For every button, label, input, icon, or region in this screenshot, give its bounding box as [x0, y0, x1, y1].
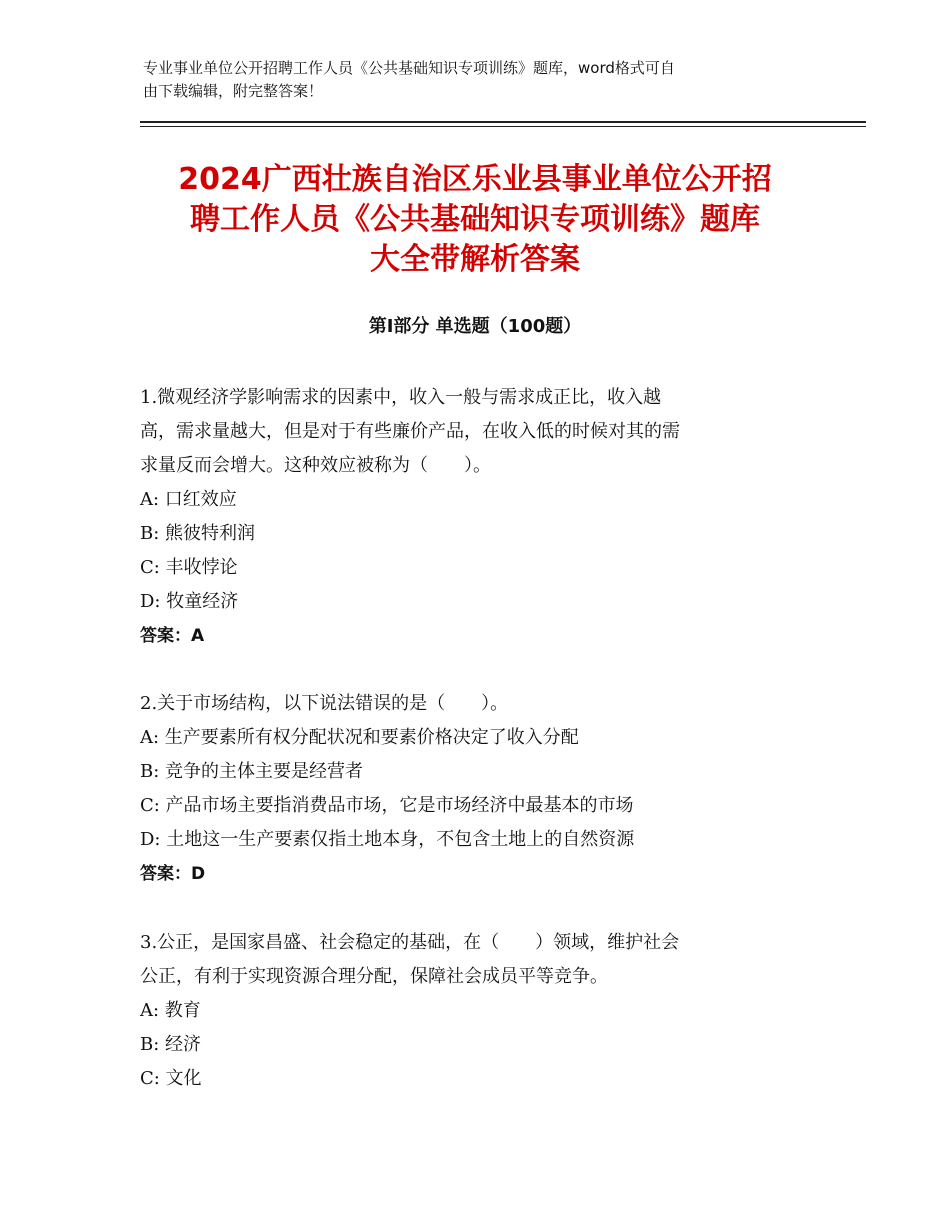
option-b: B: 熊彼特利润: [140, 523, 256, 544]
question-3: [140, 926, 810, 1096]
header-note: [143, 57, 813, 103]
option-b: B: 经济: [140, 1034, 202, 1055]
question-2: [140, 687, 810, 891]
option-a: A: 口红效应: [140, 489, 237, 510]
option-a: A: 生产要素所有权分配状况和要素价格决定了收入分配: [140, 727, 579, 748]
answer: 答案：D: [140, 864, 206, 884]
option-a: A: 教育: [140, 1000, 201, 1021]
question-stem-line: 2.关于市场结构，以下说法错误的是（ ）。: [140, 693, 509, 714]
header-note-line: 由下载编辑，附完整答案！: [143, 82, 324, 100]
option-b: B: 竞争的主体主要是经营者: [140, 761, 364, 782]
title-line: 大全带解析答案: [370, 242, 580, 277]
title-line: 2024广西壮族自治区乐业县事业单位公开招: [178, 162, 772, 197]
question-stem-line: 求量反而会增大。这种效应被称为（ ）。: [140, 455, 491, 476]
header-note-line: 专业事业单位公开招聘工作人员《公共基础知识专项训练》题库，word格式可自: [143, 59, 675, 77]
option-d: D: 牧童经济: [140, 591, 239, 612]
header-divider-thin: [140, 126, 866, 127]
question-stem-line: 高，需求量越大，但是对于有些廉价产品，在收入低的时候对其的需: [140, 421, 680, 442]
answer: 答案：A: [140, 626, 205, 646]
option-d: D: 土地这一生产要素仅指土地本身，不包含土地上的自然资源: [140, 829, 635, 850]
section-title: 第Ⅰ部分 单选题（100题）: [368, 316, 582, 337]
question-stem-line: 1.微观经济学影响需求的因素中，收入一般与需求成正比，收入越: [140, 387, 662, 408]
title-line: 聘工作人员《公共基础知识专项训练》题库: [190, 202, 760, 237]
header-divider-thick: [140, 121, 866, 123]
question-1: [140, 381, 810, 653]
option-c: C: 文化: [140, 1068, 202, 1089]
option-c: C: 产品市场主要指消费品市场，它是市场经济中最基本的市场: [140, 795, 634, 816]
document-title: [100, 160, 850, 280]
question-stem-line: 公正，有利于实现资源合理分配，保障社会成员平等竞争。: [140, 966, 608, 987]
option-c: C: 丰收悖论: [140, 557, 238, 578]
question-stem-line: 3.公正，是国家昌盛、社会稳定的基础，在（ ）领域，维护社会: [140, 932, 680, 953]
